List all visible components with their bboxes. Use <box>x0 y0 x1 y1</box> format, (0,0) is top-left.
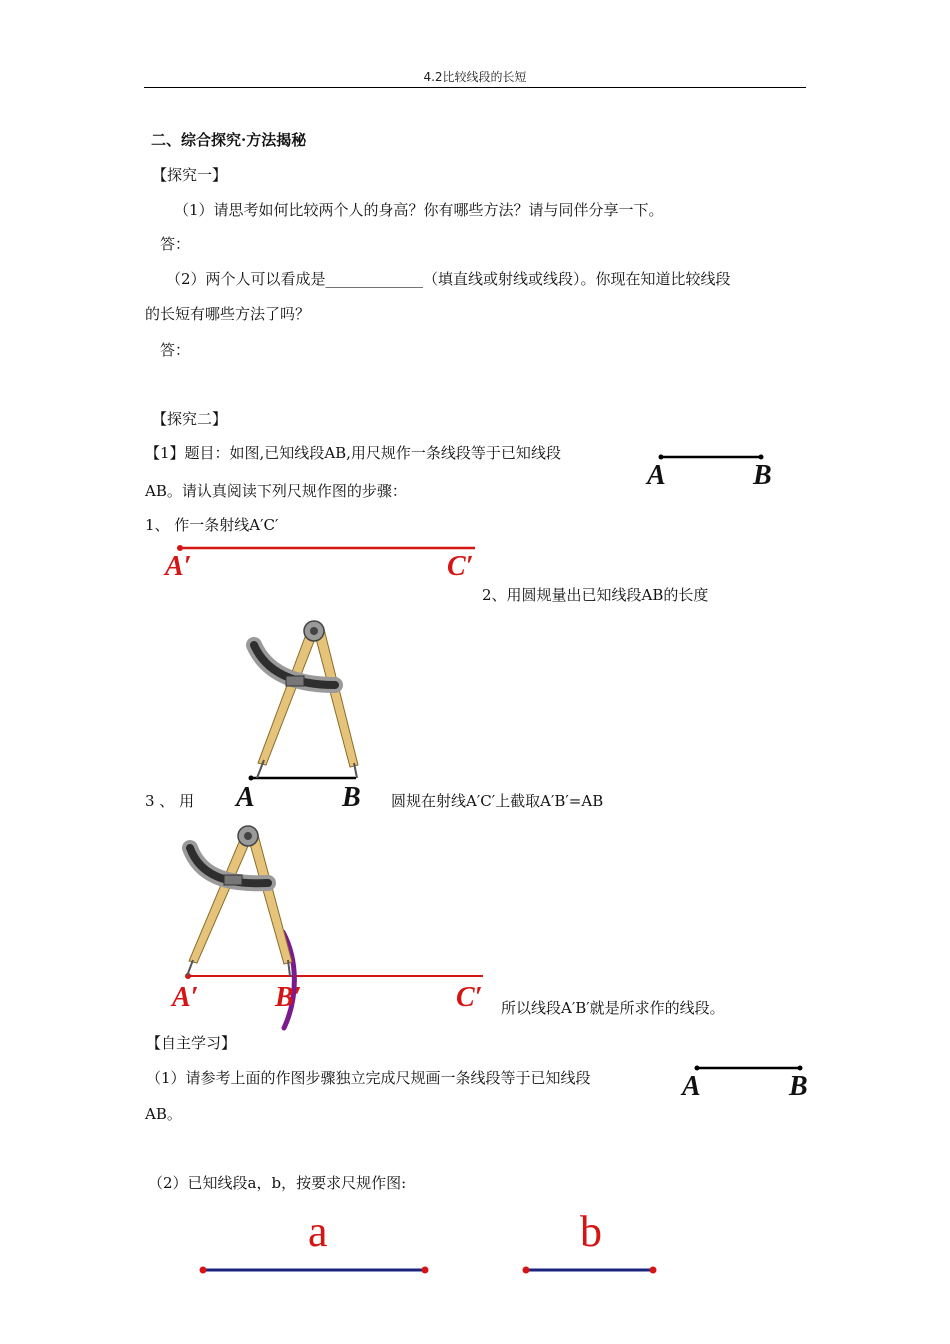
point-label-b-2: B <box>789 1071 808 1102</box>
segment-b-figure <box>518 1262 663 1278</box>
ray-a-c-figure <box>170 540 490 560</box>
step-1-text: 1、 作一条射线A′C′ <box>145 516 279 534</box>
point-label-a: A <box>647 460 666 491</box>
step-3-text-start: 3 、 用 <box>145 792 195 810</box>
segment-a-label: a <box>308 1207 328 1256</box>
compass-label-a: A <box>236 782 255 813</box>
point-label-b: B <box>753 460 772 491</box>
cut-label-b-prime: B′ <box>275 982 302 1013</box>
header-rule <box>144 87 806 88</box>
point-label-a-prime: A′ <box>165 551 192 582</box>
cut-label-a-prime: A′ <box>172 982 199 1013</box>
compass-cut-figure <box>170 820 500 1035</box>
section-heading: 二、综合探究·方法揭秘 <box>151 131 307 149</box>
explore1-answer-1: 答： <box>160 235 191 253</box>
conclusion-text: 所以线段A′B′就是所求作的线段。 <box>501 999 725 1017</box>
point-label-a-2: A <box>682 1071 701 1102</box>
self-study-question-1-line2: AB。 <box>145 1105 182 1123</box>
compass-label-b: B <box>342 782 361 813</box>
self-study-question-2: （2）已知线段a，b，按要求尺规作图: <box>148 1174 407 1192</box>
explore1-question-2-line1: （2）两个人可以看成是_____________（填直线或射线或线段）。你现在知道比较线段 <box>166 270 731 288</box>
explore1-question-1: （1）请思考如何比较两个人的身高？你有哪些方法？请与同伴分享一下。 <box>174 201 664 219</box>
segment-a-figure <box>195 1262 435 1278</box>
explore2-problem-line2: AB。请认真阅读下列尺规作图的步骤： <box>145 482 407 500</box>
step-3-text-end: 圆规在射线A′C′上截取A′B′=AB <box>391 792 604 810</box>
explore1-answer-2: 答： <box>160 341 191 359</box>
self-study-title: 【自主学习】 <box>146 1034 237 1052</box>
segment-b-label: b <box>580 1207 602 1256</box>
explore1-title: 【探究一】 <box>152 166 228 184</box>
step-2-text: 2、用圆规量出已知线段AB的长度 <box>482 586 709 604</box>
explore2-problem-line1: 【1】题目：如图,已知线段AB,用尺规作一条线段等于已知线段 <box>145 444 561 462</box>
self-study-question-1-line1: （1）请参考上面的作图步骤独立完成尺规画一条线段等于已知线段 <box>146 1069 591 1087</box>
explore2-title: 【探究二】 <box>152 410 228 428</box>
compass-measure-figure <box>240 615 380 795</box>
cut-label-c-prime: C′ <box>456 982 483 1013</box>
page-header-title: 4.2比较线段的长短 <box>423 70 527 84</box>
point-label-c-prime: C′ <box>447 551 474 582</box>
explore1-question-2-line2: 的长短有哪些方法了吗？ <box>145 305 311 323</box>
